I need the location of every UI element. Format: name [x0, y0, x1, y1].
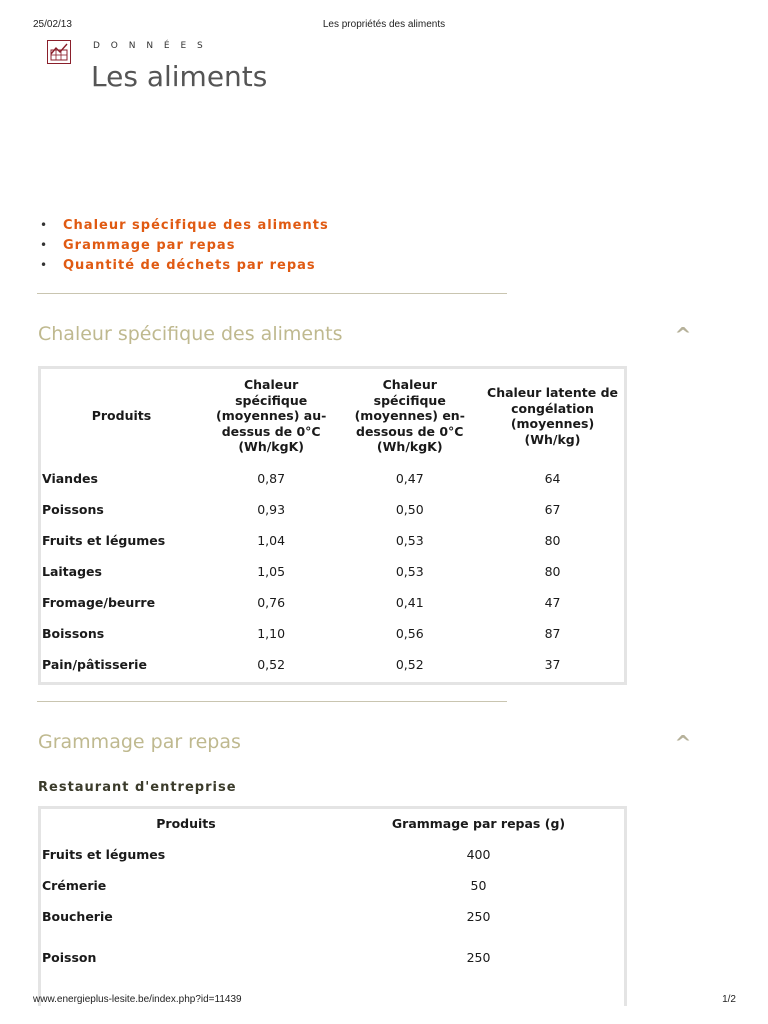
bullet-icon: • [40, 258, 48, 272]
value-cell: 1,10 [257, 626, 286, 641]
value-cell: 1,04 [257, 533, 286, 548]
table-row [41, 870, 626, 901]
print-date: 25/02/13 [33, 19, 72, 30]
divider [37, 701, 507, 702]
table-of-contents [40, 218, 329, 278]
value-cell: 0,52 [395, 657, 424, 672]
product-cell: Boissons [42, 626, 105, 641]
table-row [41, 618, 626, 649]
value-cell: 87 [544, 626, 561, 641]
print-url: www.energieplus-lesite.be/index.php?id=11439 [33, 994, 242, 1005]
value-cell: 250 [466, 909, 491, 924]
print-document-title: Les propriétés des aliments [322, 19, 446, 30]
value-cell: 250 [466, 949, 491, 965]
value-cell: 67 [544, 502, 561, 517]
grammage-table-container [38, 806, 627, 1006]
value-cell: 64 [544, 471, 561, 486]
column-header: Produits [156, 816, 216, 832]
table-row [41, 649, 626, 680]
section-label: D O N N É E S [93, 41, 207, 51]
table-row [41, 556, 626, 587]
product-cell: Poisson [42, 949, 97, 965]
chaleur-table-container [38, 366, 627, 685]
section-heading-chaleur: Chaleur spécifique des aliments [38, 323, 343, 345]
table-header-row [41, 809, 626, 839]
table-row [41, 494, 626, 525]
table-row [41, 587, 626, 618]
divider [37, 293, 507, 294]
toc-link-dechets[interactable]: Quantité de déchets par repas [63, 258, 316, 273]
page-number: 1/2 [722, 994, 736, 1005]
value-cell: 0,41 [395, 595, 424, 610]
value-cell: 37 [544, 657, 561, 672]
product-cell: Boucherie [42, 909, 113, 924]
product-cell: Poissons [42, 502, 104, 517]
subsection-heading: Restaurant d'entreprise [38, 780, 237, 795]
back-to-top-icon[interactable]: ^ [674, 731, 692, 755]
table-row [41, 901, 626, 932]
toc-item [40, 218, 329, 238]
section-heading-grammage: Grammage par repas [38, 731, 241, 753]
column-header: Grammage par repas (g) [391, 816, 566, 832]
print-header [0, 19, 768, 33]
product-cell: Fruits et légumes [42, 847, 166, 862]
table-row [41, 463, 626, 494]
value-cell: 50 [470, 878, 487, 893]
value-cell: 0,52 [257, 657, 286, 672]
table-row [41, 839, 626, 870]
toc-link-grammage[interactable]: Grammage par repas [63, 238, 236, 253]
value-cell: 0,53 [395, 564, 424, 579]
chaleur-table [41, 369, 626, 680]
value-cell: 80 [544, 564, 561, 579]
back-to-top-icon[interactable]: ^ [674, 323, 692, 347]
column-header: Chaleur spécifique (moyennes) en-dessous de 0°C (Wh/kgK) [354, 377, 465, 455]
value-cell: 0,76 [257, 595, 286, 610]
column-header: Produits [91, 408, 152, 424]
value-cell: 1,05 [257, 564, 286, 579]
value-cell: 80 [544, 533, 561, 548]
value-cell: 0,53 [395, 533, 424, 548]
product-cell: Fromage/beurre [42, 595, 156, 610]
table-row [41, 525, 626, 556]
toc-item [40, 238, 329, 258]
chart-logo-icon[interactable] [47, 40, 71, 64]
page-title: Les aliments [91, 60, 268, 93]
product-cell: Laitages [42, 564, 102, 579]
table-row [41, 932, 626, 982]
value-cell: 0,50 [395, 502, 424, 517]
value-cell: 0,47 [395, 471, 424, 486]
bullet-icon: • [40, 238, 48, 252]
print-footer [0, 994, 768, 1008]
table-header-row [41, 369, 626, 463]
product-cell: Pain/pâtisserie [42, 657, 147, 672]
product-cell: Viandes [42, 471, 98, 486]
value-cell: 0,93 [257, 502, 286, 517]
value-cell: 0,56 [395, 626, 424, 641]
value-cell: 0,87 [257, 471, 286, 486]
toc-item [40, 258, 329, 278]
column-header: Chaleur spécifique (moyennes) au-dessus de 0°C (Wh/kgK) [216, 377, 327, 455]
value-cell: 47 [544, 595, 561, 610]
column-header: Chaleur latente de congélation (moyennes) (Wh/kg) [487, 385, 619, 447]
toc-link-chaleur[interactable]: Chaleur spécifique des aliments [63, 218, 329, 233]
bullet-icon: • [40, 218, 48, 232]
product-cell: Crémerie [42, 878, 107, 893]
grammage-table [41, 809, 626, 982]
product-cell: Fruits et légumes [42, 533, 166, 548]
value-cell: 400 [466, 847, 491, 862]
